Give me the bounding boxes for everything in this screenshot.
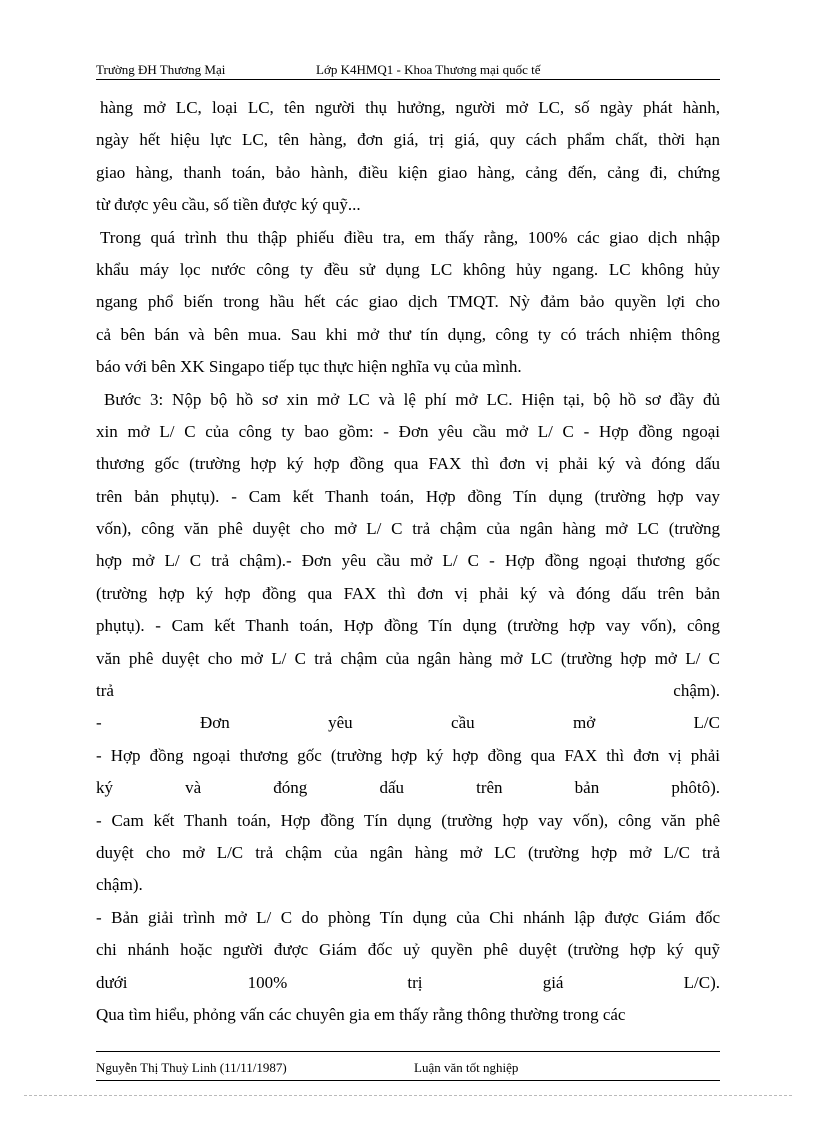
text-line: ngang phổ biến trong hầu hết các giao dịch TMQT. Nỳ đảm bảo quyền lợi cho	[96, 292, 720, 312]
text-line: cả bên bán và bên mua. Sau khi mở thư tín dụng, công ty có trách nhiệm thông	[96, 324, 720, 344]
text-line: báo với bên XK Singapo tiếp tục thực hiện nghĩa vụ của mình.	[96, 357, 522, 377]
text-line: hàng mở LC, loại LC, tên người thụ hưởng, người mở LC, số ngày phát hành,	[100, 98, 720, 117]
footer-divider	[96, 1051, 692, 1052]
text-line: ký và đóng dấu trên bản phôtô).	[96, 778, 720, 798]
text-line: Trong quá trình thu thập phiếu điều tra, em thấy rằng, 100% các giao dịch nhập	[100, 227, 720, 247]
page-header	[96, 61, 720, 79]
header-school: Trường ĐH Thương Mại	[96, 62, 226, 77]
text-line: từ được yêu cầu, số tiền được ký quỹ...	[96, 195, 361, 215]
text-line: Bước 3: Nộp bộ hồ sơ xin mở LC và lệ phí mở LC. Hiện tại, bộ hồ sơ đầy đủ	[104, 389, 720, 409]
text-line: - Bản giải trình mở L/ C do phòng Tín dụng của Chi nhánh lập được Giám đốc	[96, 907, 720, 927]
header-class-info: Lớp K4HMQ1 - Khoa Thương mại quốc tế	[316, 62, 541, 77]
text-line: duyệt cho mở L/C trả chậm của ngân hàng mở LC (trường hợp mở L/C trả	[96, 842, 720, 862]
text-line: văn phê duyệt cho mở L/ C trả chậm của ngân hàng mở LC (trường hợp mở L/ C	[96, 648, 720, 668]
text-line: - Đơn yêu cầu mở L/C	[96, 713, 720, 733]
text-line: (trường hợp ký hợp đồng qua FAX thì đơn vị phải ký và đóng dấu trên bản	[96, 583, 720, 603]
footer-doc-type: Luận văn tốt nghiệp	[414, 1060, 519, 1075]
page-boundary	[24, 1095, 792, 1096]
footer-divider-segment	[692, 1051, 720, 1052]
text-line: trên bản phụtụ). - Cam kết Thanh toán, Hợp đồng Tín dụng (trường hợp vay	[96, 486, 720, 506]
text-line: trả chậm).	[96, 681, 720, 701]
footer-author: Nguyễn Thị Thuỳ Linh (11/11/1987)	[96, 1060, 287, 1075]
text-line: - Hợp đồng ngoại thương gốc (trường hợp ký hợp đồng qua FAX thì đơn vị phải	[96, 745, 720, 765]
text-line: xin mở L/ C của công ty bao gồm: - Đơn yêu cầu mở L/ C - Hợp đồng ngoại	[96, 421, 720, 441]
text-line: phụtụ). - Cam kết Thanh toán, Hợp đồng Tín dụng (trường hợp vay vốn), công	[96, 616, 720, 636]
footer-bottom-rule	[96, 1080, 720, 1081]
text-line: giao hàng, thanh toán, bảo hành, điều kiện giao hàng, cảng đến, cảng đi, chứng	[96, 162, 720, 182]
text-line: chi nhánh hoặc người được Giám đốc uỷ quyền phê duyệt (trường hợp ký quỹ	[96, 940, 720, 960]
page-footer	[96, 1058, 720, 1078]
text-line: vốn), công văn phê duyệt cho mở L/ C trả chậm của ngân hàng mở LC (trường	[96, 519, 720, 539]
text-line: khẩu máy lọc nước công ty đều sử dụng LC không hủy ngang. LC không hủy	[96, 259, 720, 279]
text-line: chậm).	[96, 875, 143, 895]
text-line: - Cam kết Thanh toán, Hợp đồng Tín dụng (trường hợp vay vốn), công văn phê	[96, 810, 720, 830]
text-line: ngày hết hiệu lực LC, tên hàng, đơn giá, trị giá, quy cách phẩm chất, thời hạn	[96, 130, 720, 150]
text-line: Qua tìm hiểu, phỏng vấn các chuyên gia em thấy rằng thông thường trong các	[96, 1004, 626, 1024]
document-body	[96, 92, 720, 1031]
text-line: thương gốc (trường hợp ký hợp đồng qua FAX thì đơn vị phải ký và đóng dấu	[96, 454, 720, 474]
header-divider	[96, 79, 720, 80]
text-line: hợp mở L/ C trả chậm).- Đơn yêu cầu mở L/ C - Hợp đồng ngoại thương gốc	[96, 551, 720, 571]
text-line: dưới 100% trị giá L/C).	[96, 972, 720, 992]
